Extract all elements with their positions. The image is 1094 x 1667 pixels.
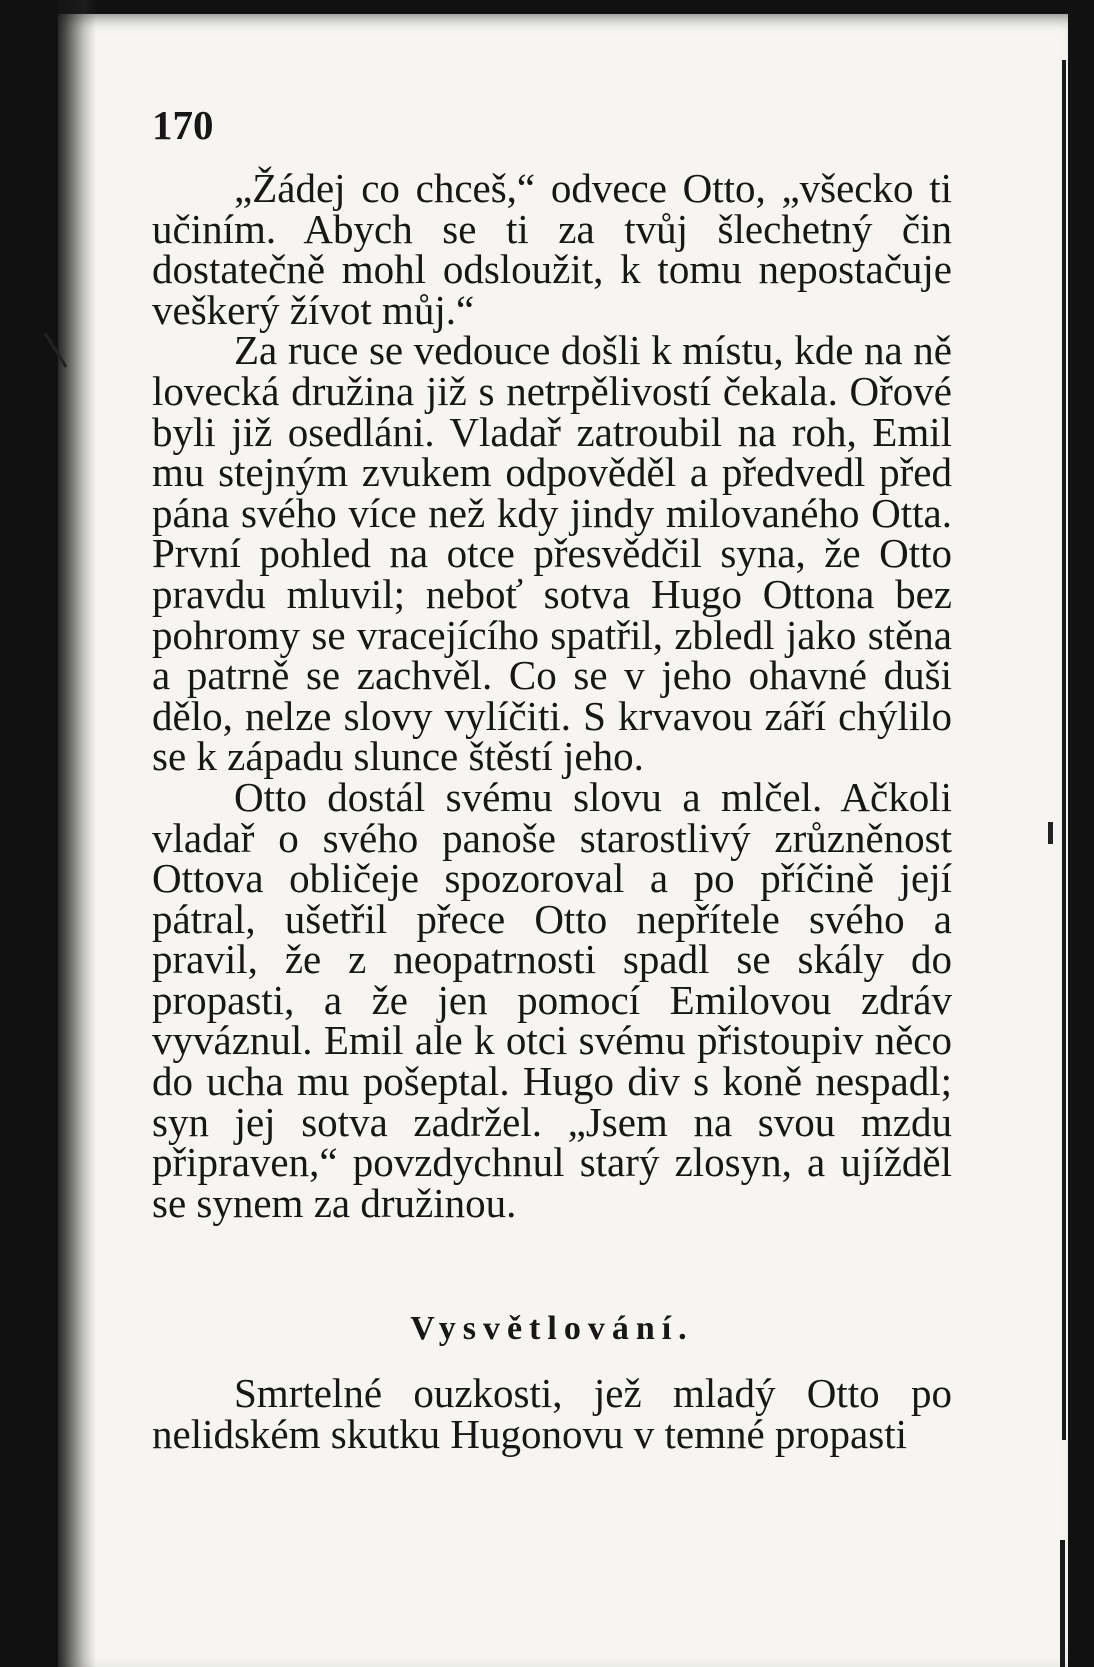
paragraph: Za ruce se vedouce došli k místu, kde na ně lovecká družina již s netrpělivostí čekala. Ořové byli již osedláni. Vladař zatroubil na roh, Emil mu stejným zvukem odpověděl a předvedl před pána svého více než kdy jindy milovaného Otta. První pohled na otce přesvědčil syna, že Otto pravdu mluvil; neboť sotva Hugo Ottona bez pohromy se vracejícího spatřil, zbledl jako stěna a patrně se zachvěl. Co se v jeho ohavné duši dělo, nelze slovy vylíčiti. S krvavou září chýlilo se k západu slunce štěstí jeho. (152, 327, 952, 780)
paragraph: Otto dostál svému slovu a mlčel. Ačkoli vladař o svého panoše starostlivý zrůzněnost Ottova obličeje spozoroval a po příčině její pátral, ušetřil přece Otto nepřítele svého a pravil, že z neopatrnosti spadl se skály do propasti, a že jen pomocí Emilovou zdráv vyváznul. Emil ale k otci svému přistoupiv něco do ucha mu pošeptal. Hugo div s koně nespadl; syn jej sotva zadržel. „Jsem na svou mzdu připraven,“ povzdychnul starý zlosyn, a ujížděl se synem za družinou. (152, 773, 952, 1226)
page-text (152, 100, 952, 1458)
spine-shadow (58, 0, 96, 1667)
section-heading: Vysvětlování. (410, 1310, 694, 1348)
page-number: 170 (152, 102, 214, 148)
paragraph: „Žádej co chceš,“ odvece Otto, „všecko ti učiním. Abych se ti za tvůj šlechetný čin dostatečně mohl odsloužit, k tomu nepostačuje veškerý žívot můj.“ (152, 165, 952, 333)
page-edge-bottom (1060, 1540, 1065, 1667)
paragraph: Smrtelné ouzkosti, jež mladý Otto po nelidském skutku Hugonovu v temné propasti (152, 1370, 952, 1458)
margin-tick (1048, 822, 1053, 844)
page-edge (1062, 60, 1066, 1440)
